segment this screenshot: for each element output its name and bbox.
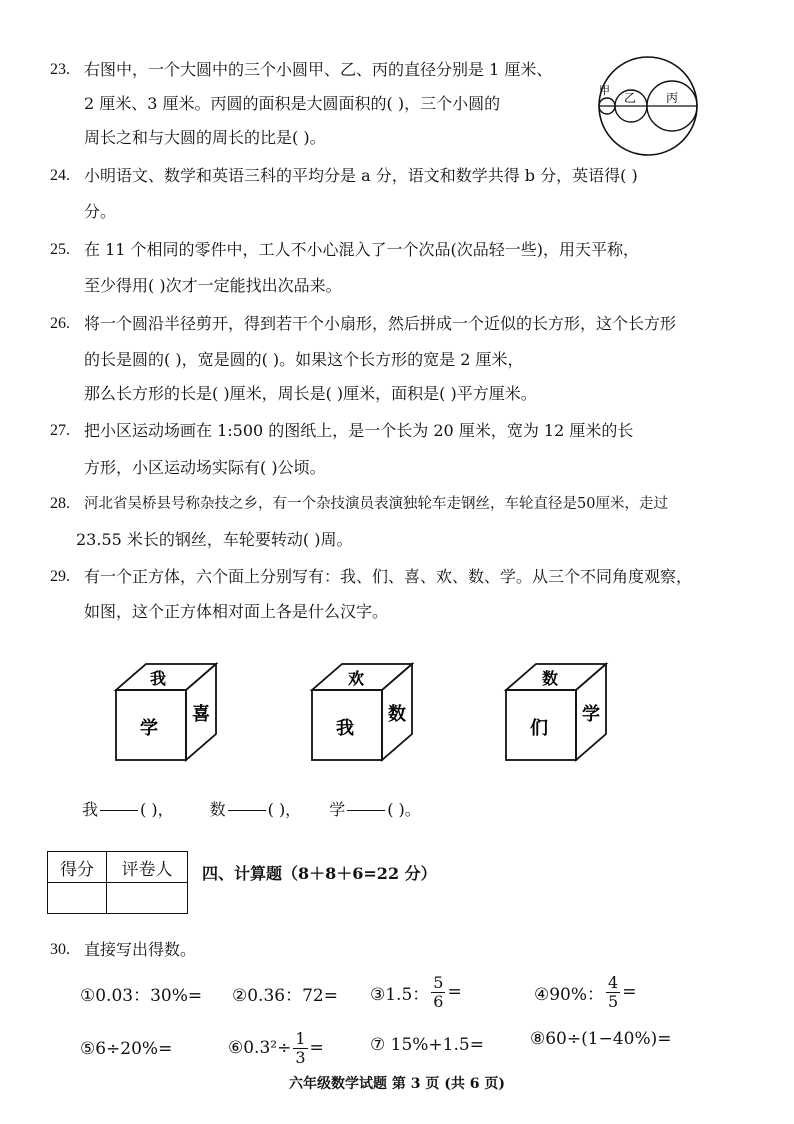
calc-6 bbox=[228, 1026, 324, 1070]
calc-6-suffix: = bbox=[309, 1038, 324, 1058]
cube-2-front-char: 我 bbox=[336, 718, 354, 739]
answer-blank-2[interactable]: ( )， bbox=[267, 800, 302, 819]
answer-dash-1 bbox=[100, 810, 138, 811]
grader-cell[interactable] bbox=[107, 883, 188, 914]
question-number-26: 26. bbox=[50, 315, 70, 332]
question-number-24: 24. bbox=[50, 167, 70, 184]
cube-3-side-char: 学 bbox=[582, 704, 600, 725]
answer-char-xue: 学 bbox=[329, 800, 346, 819]
calc-3 bbox=[370, 970, 462, 1014]
question-26-line-1: 将一个圆沿半径剪开，得到若干个小扇形，然后拼成一个近似的长方形，这个长方形 bbox=[84, 314, 677, 333]
question-26-line-3: 那么长方形的长是( )厘米，周长是( )厘米，面积是( )平方厘米。 bbox=[84, 384, 537, 403]
calc-6-fraction bbox=[293, 1030, 307, 1067]
answer-dash-3 bbox=[347, 810, 385, 811]
question-29-line-2: 如图，这个正方体相对面上各是什么汉字。 bbox=[84, 602, 389, 621]
calc-4-fraction bbox=[606, 974, 620, 1011]
calc-3-fraction bbox=[431, 974, 445, 1011]
grader-header: 评卷人 bbox=[107, 852, 188, 883]
question-number-25: 25. bbox=[50, 241, 70, 258]
answer-char-wo: 我 bbox=[82, 800, 99, 819]
question-28-line-2: 23.55 米长的钢丝，车轮要转动( )周。 bbox=[76, 530, 353, 549]
question-29-line-1: 有一个正方体，六个面上分别写有：我、们、喜、欢、数、学。从三个不同角度观察， bbox=[84, 567, 693, 586]
score-table bbox=[47, 851, 188, 914]
question-number-29: 29. bbox=[50, 568, 70, 585]
calc-4-numerator: 4 bbox=[608, 972, 619, 992]
calc-1: ①0.03：30%= bbox=[80, 985, 203, 1006]
question-23-line-3: 周长之和与大圆的周长的比是( )。 bbox=[84, 128, 326, 147]
question-number-23: 23. bbox=[50, 61, 70, 78]
question-30-title: 直接写出得数。 bbox=[84, 940, 197, 959]
calc-3-denominator: 6 bbox=[433, 991, 444, 1011]
cube-1-side-char: 喜 bbox=[192, 704, 210, 725]
cube-3 bbox=[498, 660, 618, 770]
cube-2-side-char: 数 bbox=[388, 704, 406, 725]
cube-2 bbox=[304, 660, 424, 770]
page-footer: 六年级数学试题 第 3 页 (共 6 页) bbox=[289, 1076, 505, 1092]
question-23-line-2: 2 厘米、3 厘米。丙圆的面积是大圆面积的( )，三个小圆的 bbox=[84, 94, 501, 113]
circles-figure bbox=[588, 54, 708, 158]
calc-8: ⑧60÷(1−40%)= bbox=[530, 1029, 672, 1049]
section-title: 四、计算题（8＋8＋6=22 分） bbox=[202, 864, 437, 883]
calc-6-prefix: ⑥0.3²÷ bbox=[228, 1038, 292, 1058]
question-27-line-1: 把小区运动场画在 1:500 的图纸上，是一个长为 20 厘米，宽为 12 厘米的长 bbox=[84, 421, 634, 440]
calc-3-prefix: ③1.5： bbox=[370, 984, 430, 1005]
calc-5: ⑤6÷20%= bbox=[80, 1039, 173, 1059]
answer-blank-3[interactable]: ( )。 bbox=[387, 800, 421, 819]
cube-1-front-char: 学 bbox=[140, 718, 158, 739]
cube-3-front-char: 们 bbox=[530, 718, 548, 739]
question-23-line-1: 右图中，一个大圆中的三个小圆甲、乙、丙的直径分别是 1 厘米、 bbox=[84, 60, 553, 79]
label-yi: 乙 bbox=[624, 91, 637, 105]
score-cell[interactable] bbox=[48, 883, 107, 914]
calc-4-suffix: = bbox=[622, 982, 637, 1002]
cube-2-top-char: 欢 bbox=[348, 669, 365, 688]
score-header: 得分 bbox=[48, 852, 107, 883]
question-25-line-2: 至少得用( )次才一定能找出次品来。 bbox=[84, 276, 342, 295]
calc-2: ②0.36：72= bbox=[232, 985, 338, 1006]
answer-line-29 bbox=[82, 800, 421, 820]
question-24-line-2: 分。 bbox=[84, 202, 117, 221]
cube-1-top-char: 我 bbox=[150, 669, 167, 688]
calc-6-denominator: 3 bbox=[295, 1047, 306, 1067]
calc-3-suffix: = bbox=[447, 982, 462, 1002]
cube-3-top-char: 数 bbox=[542, 669, 559, 688]
question-27-line-2: 方形，小区运动场实际有( )公顷。 bbox=[84, 458, 326, 477]
question-number-28: 28. bbox=[50, 495, 70, 512]
question-number-30: 30. bbox=[50, 941, 70, 958]
label-bing: 丙 bbox=[666, 91, 679, 105]
calc-6-numerator: 1 bbox=[295, 1028, 306, 1048]
question-number-27: 27. bbox=[50, 422, 70, 439]
calc-3-numerator: 5 bbox=[433, 972, 444, 992]
question-24-line-1: 小明语文、数学和英语三科的平均分是 a 分，语文和数学共得 b 分，英语得( ) bbox=[84, 166, 638, 185]
calc-4 bbox=[534, 970, 636, 1014]
answer-blank-1[interactable]: ( )， bbox=[140, 800, 174, 819]
question-26-line-2: 的长是圆的( )，宽是圆的( )。如果这个长方形的宽是 2 厘米， bbox=[84, 350, 524, 369]
calc-7: ⑦ 15%+1.5= bbox=[370, 1035, 484, 1055]
calc-4-prefix: ④90%： bbox=[534, 984, 605, 1005]
answer-dash-2 bbox=[228, 810, 266, 811]
question-28-line-1: 河北省吴桥县号称杂技之乡，有一个杂技演员表演独轮车走钢丝，车轮直径是50厘米，走过 bbox=[84, 496, 668, 512]
label-jia: 甲 bbox=[599, 84, 610, 97]
answer-char-shu: 数 bbox=[209, 800, 226, 819]
cube-1 bbox=[108, 660, 228, 770]
question-25-line-1: 在 11 个相同的零件中，工人不小心混入了一个次品(次品轻一些)，用天平称， bbox=[84, 240, 640, 259]
calc-4-denominator: 5 bbox=[608, 991, 619, 1011]
